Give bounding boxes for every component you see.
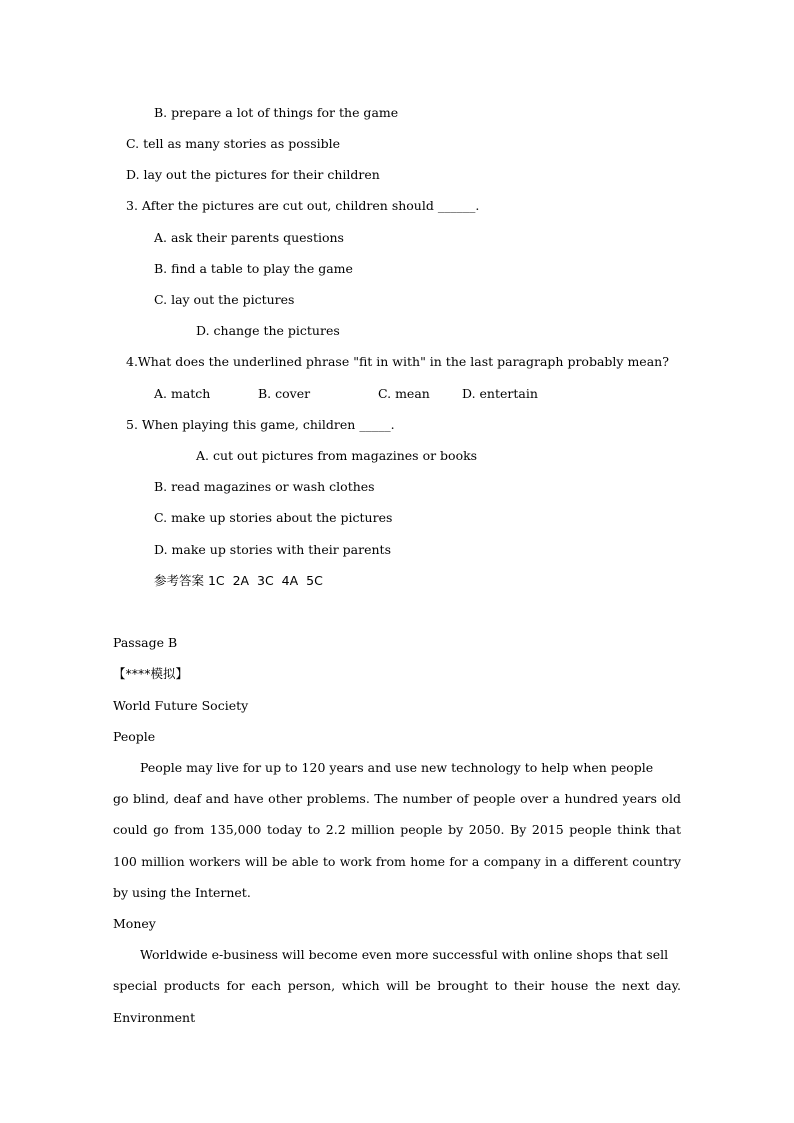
q4-option-c: C. mean bbox=[378, 386, 430, 401]
passage-label: Passage B bbox=[113, 635, 178, 650]
money-line-2: special products for each person, which will be brought to their house the next day. bbox=[113, 978, 681, 993]
passage-title: World Future Society bbox=[113, 698, 249, 713]
q5-option-b: B. read magazines or wash clothes bbox=[154, 479, 375, 494]
q4-stem: 4.What does the underlined phrase "fit in with" in the last paragraph probably mean? bbox=[126, 354, 669, 369]
section-heading-environment: Environment bbox=[113, 1010, 196, 1025]
people-line-4: 100 million workers will be able to work from home for a company in a different country bbox=[113, 854, 681, 869]
q2-option-b: B. prepare a lot of things for the game bbox=[154, 105, 399, 120]
q5-option-d: D. make up stories with their parents bbox=[154, 542, 391, 557]
q4-option-b: B. cover bbox=[258, 386, 311, 401]
q3-option-a: A. ask their parents questions bbox=[154, 230, 344, 245]
people-line-1: People may live for up to 120 years and use new technology to help when people bbox=[140, 760, 654, 775]
money-line-1: Worldwide e-business will become even more successful with online shops that sell bbox=[140, 947, 669, 962]
source-tag: 【****模拟】 bbox=[113, 666, 189, 681]
q4-option-a: A. match bbox=[154, 386, 211, 401]
q3-option-d: D. change the pictures bbox=[196, 323, 340, 338]
q4-option-d: D. entertain bbox=[462, 386, 538, 401]
q5-option-c: C. make up stories about the pictures bbox=[154, 510, 393, 525]
answer-key: 参考答案 1C 2A 3C 4A 5C bbox=[154, 573, 323, 588]
q2-option-c: C. tell as many stories as possible bbox=[126, 136, 341, 151]
q5-stem: 5. When playing this game, children _____. bbox=[126, 417, 395, 432]
q3-stem: 3. After the pictures are cut out, children should ______. bbox=[126, 198, 480, 213]
q3-option-b: B. find a table to play the game bbox=[154, 261, 353, 276]
section-heading-people: People bbox=[113, 729, 156, 744]
q2-option-d: D. lay out the pictures for their children bbox=[126, 167, 380, 182]
section-heading-money: Money bbox=[113, 916, 156, 931]
people-line-2: go blind, deaf and have other problems. The number of people over a hundred years old bbox=[113, 791, 681, 806]
people-line-5: by using the Internet. bbox=[113, 885, 251, 900]
q5-option-a: A. cut out pictures from magazines or books bbox=[196, 448, 478, 463]
people-line-3: could go from 135,000 today to 2.2 million people by 2050. By 2015 people think that bbox=[113, 822, 681, 837]
q3-option-c: C. lay out the pictures bbox=[154, 292, 295, 307]
